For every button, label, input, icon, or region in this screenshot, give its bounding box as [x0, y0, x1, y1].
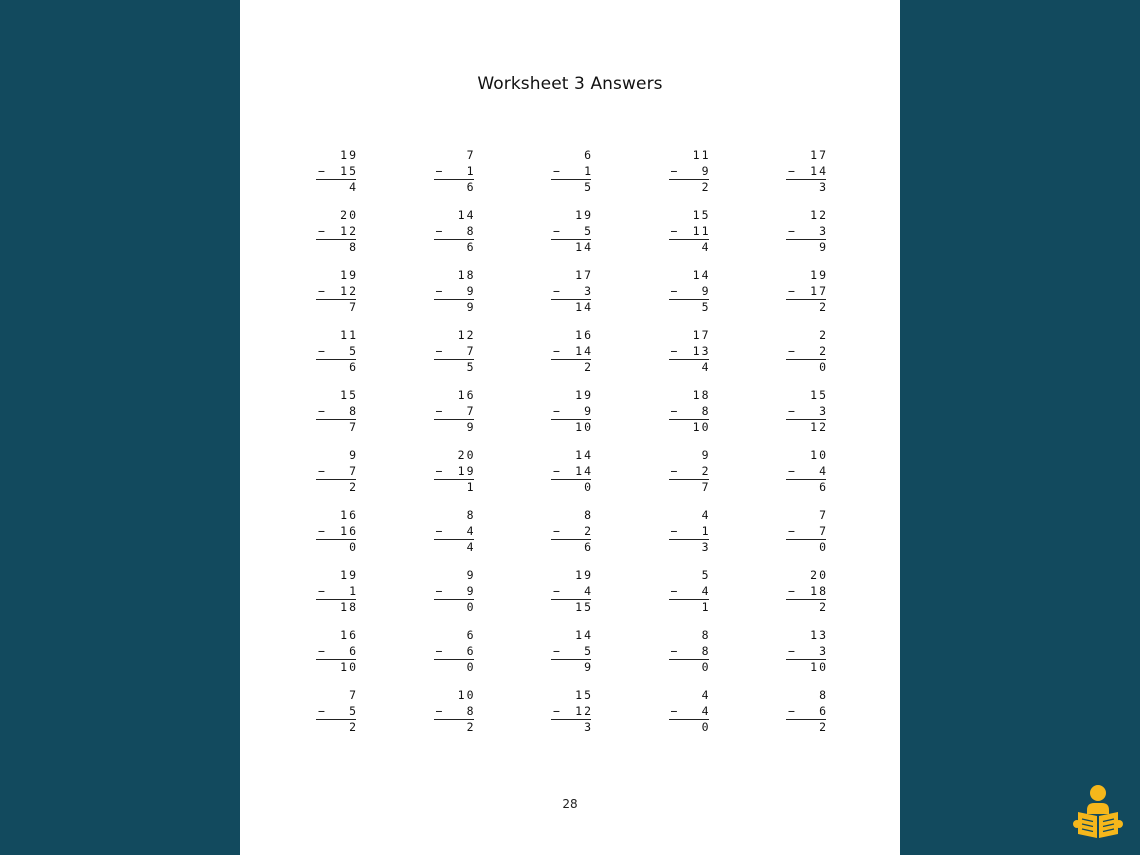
answer: 6	[466, 179, 476, 194]
subtrahend: 4	[466, 523, 476, 538]
answer: 1	[701, 599, 711, 614]
answer: 12	[810, 419, 828, 434]
answer: 10	[692, 419, 711, 434]
minuend: 8	[819, 688, 828, 702]
minuend: 12	[810, 208, 828, 222]
subtrahend: 9	[466, 283, 476, 298]
logo-hand-right	[1115, 820, 1123, 828]
minuend: 12	[457, 328, 476, 342]
problem-29	[669, 448, 709, 508]
minuend: 13	[810, 628, 828, 642]
subtrahend: 11	[692, 223, 711, 238]
minuend: 7	[349, 688, 358, 702]
answer: 6	[349, 359, 358, 374]
minus-sign: −	[788, 283, 795, 298]
reading-person-icon	[1072, 784, 1124, 840]
answer: 15	[575, 599, 593, 614]
problem-46	[316, 688, 356, 748]
subtrahend: 3	[819, 643, 828, 658]
minuend: 15	[575, 688, 593, 702]
minus-sign: −	[435, 163, 443, 178]
minuend: 6	[584, 148, 593, 162]
problem-37	[434, 568, 474, 628]
answer: 14	[575, 239, 593, 254]
problem-5	[786, 148, 826, 208]
answer: 7	[349, 419, 358, 434]
problem-33	[551, 508, 591, 568]
answer: 10	[810, 659, 828, 674]
minus-sign: −	[318, 163, 325, 178]
worksheet-page	[240, 0, 900, 855]
minuend: 15	[340, 388, 358, 402]
minuend: 6	[466, 628, 476, 642]
problem-19	[669, 328, 709, 388]
minuend: 7	[819, 508, 828, 522]
subtrahend: 2	[701, 463, 711, 478]
minus-sign: −	[318, 223, 325, 238]
minuend: 19	[810, 268, 828, 282]
problem-26	[316, 448, 356, 508]
answer: 2	[819, 299, 828, 314]
minus-sign: −	[318, 643, 325, 658]
answer: 4	[349, 179, 358, 194]
minus-sign: −	[788, 343, 795, 358]
logo-head	[1090, 785, 1106, 801]
answer: 0	[584, 479, 593, 494]
minuend: 15	[810, 388, 828, 402]
answer: 2	[349, 719, 358, 734]
answer: 9	[819, 239, 828, 254]
minuend: 9	[466, 568, 476, 582]
subtrahend: 8	[466, 703, 476, 718]
minuend: 20	[810, 568, 828, 582]
minus-sign: −	[670, 703, 678, 718]
answer: 1	[466, 479, 476, 494]
subtrahend: 6	[466, 643, 476, 658]
answer: 8	[349, 239, 358, 254]
subtrahend: 9	[701, 283, 711, 298]
minus-sign: −	[788, 523, 795, 538]
problem-48	[551, 688, 591, 748]
subtrahend: 4	[701, 703, 711, 718]
minus-sign: −	[788, 403, 795, 418]
minuend: 20	[457, 448, 476, 462]
minuend: 14	[575, 628, 593, 642]
answer: 4	[701, 359, 711, 374]
minus-sign: −	[435, 583, 443, 598]
minus-sign: −	[318, 583, 325, 598]
answer: 5	[584, 179, 593, 194]
subtrahend: 8	[701, 403, 711, 418]
logo-body	[1087, 803, 1109, 814]
minuend: 19	[575, 568, 593, 582]
answer: 6	[466, 239, 476, 254]
minus-sign: −	[670, 523, 678, 538]
subtrahend: 14	[575, 343, 593, 358]
minus-sign: −	[435, 223, 443, 238]
answer: 10	[575, 419, 593, 434]
subtrahend: 3	[584, 283, 593, 298]
subtrahend: 12	[575, 703, 593, 718]
answer: 7	[701, 479, 711, 494]
minuend: 10	[810, 448, 828, 462]
problem-11	[316, 268, 356, 328]
minus-sign: −	[553, 523, 560, 538]
minuend: 16	[340, 508, 358, 522]
minus-sign: −	[318, 283, 325, 298]
minus-sign: −	[318, 343, 325, 358]
subtrahend: 3	[819, 223, 828, 238]
problem-38	[551, 568, 591, 628]
problem-27	[434, 448, 474, 508]
minus-sign: −	[318, 703, 325, 718]
problem-3	[551, 148, 591, 208]
subtrahend: 5	[584, 643, 593, 658]
minuend: 8	[466, 508, 476, 522]
answer: 5	[701, 299, 711, 314]
problem-40	[786, 568, 826, 628]
problem-42	[434, 628, 474, 688]
problem-grid	[316, 148, 826, 748]
problem-7	[434, 208, 474, 268]
answer: 2	[584, 359, 593, 374]
subtrahend: 7	[819, 523, 828, 538]
answer: 0	[349, 539, 358, 554]
problem-25	[786, 388, 826, 448]
minus-sign: −	[553, 223, 560, 238]
subtrahend: 15	[340, 163, 358, 178]
problem-43	[551, 628, 591, 688]
minus-sign: −	[670, 463, 678, 478]
minus-sign: −	[670, 223, 678, 238]
minuend: 8	[701, 628, 711, 642]
problem-8	[551, 208, 591, 268]
subtrahend: 6	[349, 643, 358, 658]
problem-50	[786, 688, 826, 748]
subtrahend: 1	[349, 583, 358, 598]
problem-13	[551, 268, 591, 328]
minus-sign: −	[435, 523, 443, 538]
answer: 2	[466, 719, 476, 734]
subtrahend: 14	[575, 463, 593, 478]
answer: 0	[819, 359, 828, 374]
answer: 7	[349, 299, 358, 314]
minuend: 11	[340, 328, 358, 342]
minus-sign: −	[318, 403, 325, 418]
problem-20	[786, 328, 826, 388]
minus-sign: −	[670, 403, 678, 418]
minuend: 2	[819, 328, 828, 342]
problem-28	[551, 448, 591, 508]
minus-sign: −	[670, 283, 678, 298]
subtrahend: 8	[466, 223, 476, 238]
minuend: 14	[575, 448, 593, 462]
minus-sign: −	[553, 163, 560, 178]
minus-sign: −	[553, 463, 560, 478]
subtrahend: 12	[340, 223, 358, 238]
subtrahend: 4	[701, 583, 711, 598]
problem-1	[316, 148, 356, 208]
subtrahend: 2	[819, 343, 828, 358]
minuend: 9	[701, 448, 711, 462]
minuend: 17	[575, 268, 593, 282]
minuend: 19	[340, 568, 358, 582]
page-number: 28	[562, 797, 578, 811]
minuend: 18	[692, 388, 711, 402]
minuend: 16	[575, 328, 593, 342]
logo-hand-left	[1073, 820, 1081, 828]
problem-32	[434, 508, 474, 568]
minuend: 8	[584, 508, 593, 522]
answer: 9	[466, 299, 476, 314]
minuend: 16	[457, 388, 476, 402]
minus-sign: −	[788, 163, 795, 178]
problem-2	[434, 148, 474, 208]
subtrahend: 7	[466, 343, 476, 358]
subtrahend: 5	[349, 343, 358, 358]
problem-18	[551, 328, 591, 388]
problem-31	[316, 508, 356, 568]
answer: 3	[819, 179, 828, 194]
minus-sign: −	[318, 523, 325, 538]
answer: 0	[701, 659, 711, 674]
minuend: 15	[692, 208, 711, 222]
answer: 9	[466, 419, 476, 434]
minus-sign: −	[788, 223, 795, 238]
answer: 14	[575, 299, 593, 314]
subtrahend: 8	[701, 643, 711, 658]
subtrahend: 9	[466, 583, 476, 598]
answer: 2	[819, 719, 828, 734]
problem-23	[551, 388, 591, 448]
answer: 6	[819, 479, 828, 494]
minuend: 4	[701, 688, 711, 702]
minus-sign: −	[318, 463, 325, 478]
minus-sign: −	[788, 463, 795, 478]
answer: 2	[819, 599, 828, 614]
answer: 2	[349, 479, 358, 494]
answer: 0	[466, 599, 476, 614]
subtrahend: 5	[349, 703, 358, 718]
problem-44	[669, 628, 709, 688]
minuend: 19	[340, 148, 358, 162]
minus-sign: −	[670, 643, 678, 658]
subtrahend: 9	[701, 163, 711, 178]
subtrahend: 1	[466, 163, 476, 178]
problem-41	[316, 628, 356, 688]
problem-16	[316, 328, 356, 388]
answer: 6	[584, 539, 593, 554]
answer: 3	[584, 719, 593, 734]
subtrahend: 1	[584, 163, 593, 178]
problem-12	[434, 268, 474, 328]
problem-47	[434, 688, 474, 748]
problem-10	[786, 208, 826, 268]
problem-4	[669, 148, 709, 208]
problem-45	[786, 628, 826, 688]
subtrahend: 5	[584, 223, 593, 238]
problem-36	[316, 568, 356, 628]
problem-21	[316, 388, 356, 448]
problem-22	[434, 388, 474, 448]
minuend: 16	[340, 628, 358, 642]
answer: 0	[701, 719, 711, 734]
problem-14	[669, 268, 709, 328]
problem-15	[786, 268, 826, 328]
subtrahend: 2	[584, 523, 593, 538]
minus-sign: −	[670, 343, 678, 358]
minus-sign: −	[553, 343, 560, 358]
minus-sign: −	[435, 463, 443, 478]
minuend: 19	[340, 268, 358, 282]
subtrahend: 1	[701, 523, 711, 538]
problem-30	[786, 448, 826, 508]
answer: 2	[701, 179, 711, 194]
minus-sign: −	[553, 403, 560, 418]
problem-24	[669, 388, 709, 448]
subtrahend: 7	[349, 463, 358, 478]
answer: 0	[466, 659, 476, 674]
minus-sign: −	[788, 643, 795, 658]
minus-sign: −	[788, 703, 795, 718]
minus-sign: −	[435, 343, 443, 358]
minus-sign: −	[670, 583, 678, 598]
subtrahend: 7	[466, 403, 476, 418]
answer: 10	[340, 659, 358, 674]
minus-sign: −	[670, 163, 678, 178]
subtrahend: 4	[819, 463, 828, 478]
answer: 4	[466, 539, 476, 554]
problem-35	[786, 508, 826, 568]
answer: 3	[701, 539, 711, 554]
minuend: 7	[466, 148, 476, 162]
minuend: 10	[457, 688, 476, 702]
minus-sign: −	[435, 403, 443, 418]
minus-sign: −	[788, 583, 795, 598]
problem-49	[669, 688, 709, 748]
answer: 9	[584, 659, 593, 674]
minuend: 14	[692, 268, 711, 282]
subtrahend: 17	[810, 283, 828, 298]
minus-sign: −	[435, 643, 443, 658]
subtrahend: 9	[584, 403, 593, 418]
subtrahend: 12	[340, 283, 358, 298]
subtrahend: 8	[349, 403, 358, 418]
minus-sign: −	[553, 643, 560, 658]
minus-sign: −	[553, 283, 560, 298]
minuend: 4	[701, 508, 711, 522]
subtrahend: 13	[692, 343, 711, 358]
answer: 4	[701, 239, 711, 254]
subtrahend: 3	[819, 403, 828, 418]
minus-sign: −	[435, 703, 443, 718]
minuend: 18	[457, 268, 476, 282]
problem-17	[434, 328, 474, 388]
minuend: 17	[810, 148, 828, 162]
subtrahend: 18	[810, 583, 828, 598]
minuend: 14	[457, 208, 476, 222]
minuend: 20	[340, 208, 358, 222]
minuend: 5	[701, 568, 711, 582]
minuend: 19	[575, 208, 593, 222]
problem-34	[669, 508, 709, 568]
problem-9	[669, 208, 709, 268]
subtrahend: 16	[340, 523, 358, 538]
problem-39	[669, 568, 709, 628]
problem-6	[316, 208, 356, 268]
subtrahend: 6	[819, 703, 828, 718]
minus-sign: −	[553, 703, 560, 718]
minus-sign: −	[553, 583, 560, 598]
minus-sign: −	[435, 283, 443, 298]
minuend: 11	[692, 148, 711, 162]
minuend: 17	[692, 328, 711, 342]
page-title: Worksheet 3 Answers	[477, 74, 663, 94]
answer: 5	[466, 359, 476, 374]
subtrahend: 19	[457, 463, 476, 478]
minuend: 19	[575, 388, 593, 402]
subtrahend: 14	[810, 163, 828, 178]
answer: 18	[340, 599, 358, 614]
answer: 0	[819, 539, 828, 554]
minuend: 9	[349, 448, 358, 462]
subtrahend: 4	[584, 583, 593, 598]
